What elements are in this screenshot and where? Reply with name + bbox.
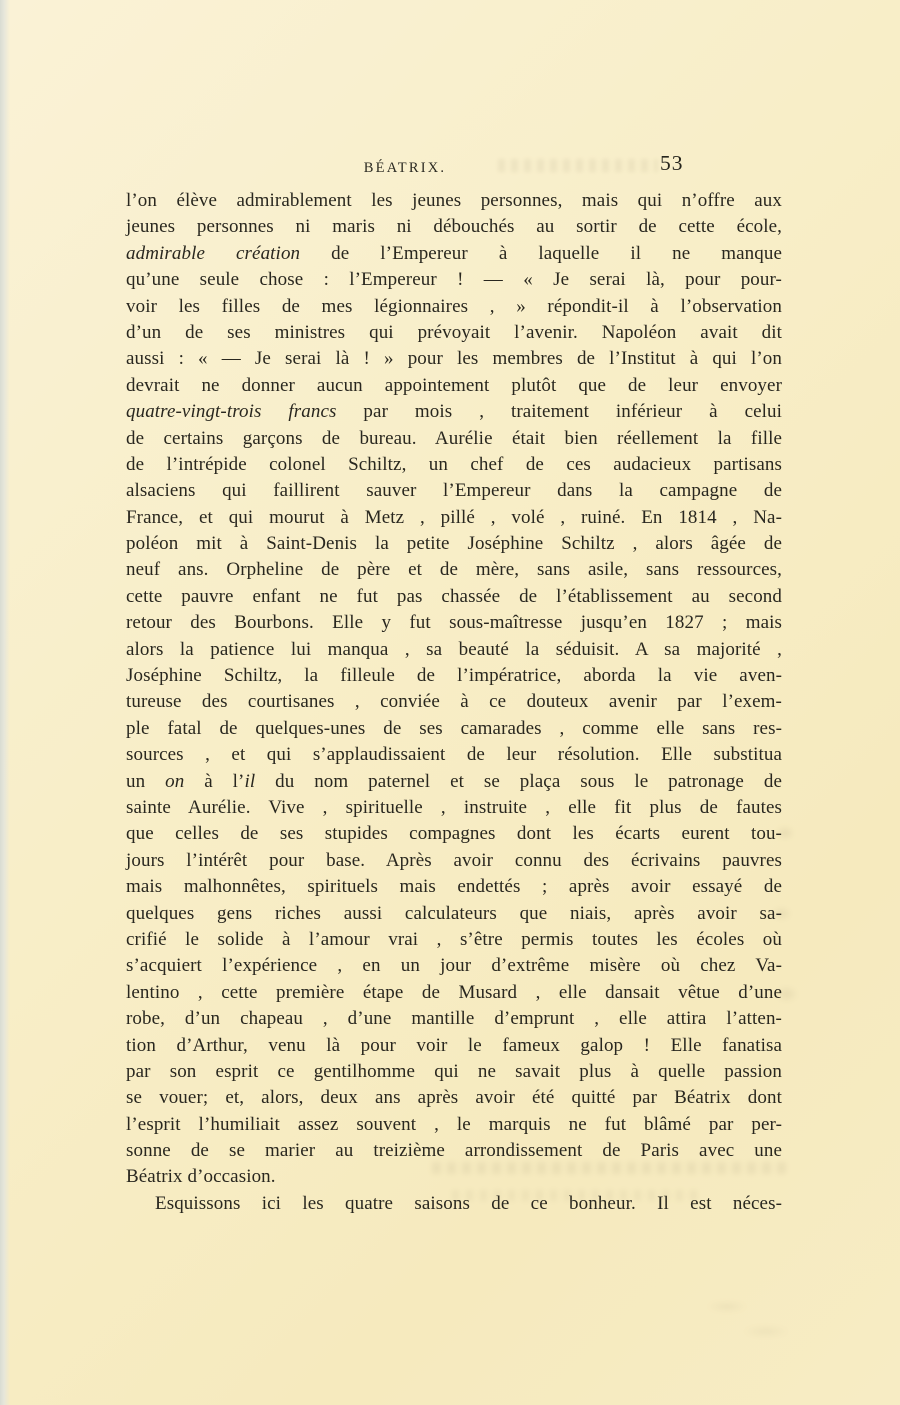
text-line: alors la patience lui manqua , sa beauté la séduisit. A sa majorité , [126,638,782,660]
text-line: voir les filles de mes légionnaires , » répondit-il à l’observation [126,295,782,317]
text-line: Joséphine Schiltz, la filleule de l’impératrice, aborda la vie aven- [126,665,782,687]
text-line: par son esprit ce gentilhomme qui ne savait plus à quelle passion [126,1060,782,1082]
text-line: un on à l’il du nom paternel et se plaça sous le patronage de [126,770,782,792]
text-line: tureuse des courtisanes , conviée à ce douteux avenir par l’exem- [126,691,782,713]
text-line: mais malhonnêtes, spirituels mais endettés ; après avoir essayé de [126,876,782,898]
text-line: sonne de se marier au treizième arrondissement de Paris avec une [126,1140,782,1162]
text-line: l’on élève admirablement les jeunes personnes, mais qui n’offre aux [126,190,782,211]
text-line: retour des Bourbons. Elle y fut sous-maîtresse jusqu’en 1827 ; mais [126,612,782,634]
text-line: quatre-vingt-trois francs par mois , traitement inférieur à celui [126,401,783,423]
text-line: se vouer; et, alors, deux ans après avoir été quitté par Béatrix dont [126,1087,782,1109]
text-line: Béatrix d’occasion. [126,1166,276,1188]
text-line: quelques gens riches aussi calculateurs que niais, après avoir sa- [126,902,782,924]
bleedthrough-artifact [498,159,658,172]
page-text [126,188,782,1217]
text-line: que celles de ses stupides compagnes dont les écarts eurent tou- [126,823,782,845]
text-line: Esquissons ici les quatre saisons de ce bonheur. Il est néces- [155,1192,782,1214]
running-title: BÉATRIX. [363,160,447,176]
text-line: sources , et qui s’applaudissaient de leur résolution. Elle substitua [126,744,782,766]
text-line: robe, d’un chapeau , d’une mantille d’emprunt , elle attira l’atten- [126,1008,782,1030]
text-line: s’acquiert l’expérience , en un jour d’extrême misère où chez Va- [126,955,782,977]
text-line: l’esprit l’humiliait assez souvent , le marquis ne fut blâmé par per- [126,1113,782,1135]
text-line: jeunes personnes ni maris ni débouchés au sortir de cette école, [126,216,782,238]
text-line: jours l’intérêt pour base. Après avoir connu des écrivains pauvres [126,849,782,871]
text-line: alsaciens qui faillirent sauver l’Empereur dans la campagne de [126,480,782,502]
text-line: ple fatal de quelques-unes de ses camarades , comme elle sans res- [126,717,782,739]
text-line: sainte Aurélie. Vive , spirituelle , instruite , elle fit plus de fautes [126,796,782,818]
scan-edge-left [0,0,10,1405]
text-line: tion d’Arthur, venu là pour voir le fameux galop ! Elle fanatisa [126,1034,782,1056]
text-line: de certains garçons de bureau. Aurélie était bien réellement la fille [126,427,782,449]
text-line: poléon mit à Saint-Denis la petite Joséphine Schiltz , alors âgée de [126,533,782,555]
text-line: d’un de ses ministres qui prévoyait l’avenir. Napoléon avait dit [126,321,782,343]
text-line: devrait ne donner aucun appointement plutôt que de leur envoyer [126,374,782,396]
text-line: lentino , cette première étape de Musard , elle dansait vêtue d’une [126,981,782,1003]
text-line: cette pauvre enfant ne fut pas chassée de l’établissement au second [126,585,782,607]
text-line: aussi : « — Je serai là ! » pour les membres de l’Institut à qui l’on [126,348,782,370]
text-line: crifié le solide à l’amour vrai , s’être permis toutes les écoles où [126,928,782,950]
text-line: de l’intrépide colonel Schiltz, un chef de ces audacieux partisans [126,453,782,475]
page-number: 53 [660,151,684,175]
text-line: France, et qui mourut à Metz , pillé , volé , ruiné. En 1814 , Na- [126,506,782,528]
bleedthrough-artifact [688,1288,818,1350]
text-line: qu’une seule chose : l’Empereur ! — « Je serai là, pour pour- [126,269,782,291]
text-line: admirable création de l’Empereur à laquelle il ne manque [126,242,782,264]
text-line: neuf ans. Orpheline de père et de mère, sans asile, sans ressources, [126,559,782,581]
